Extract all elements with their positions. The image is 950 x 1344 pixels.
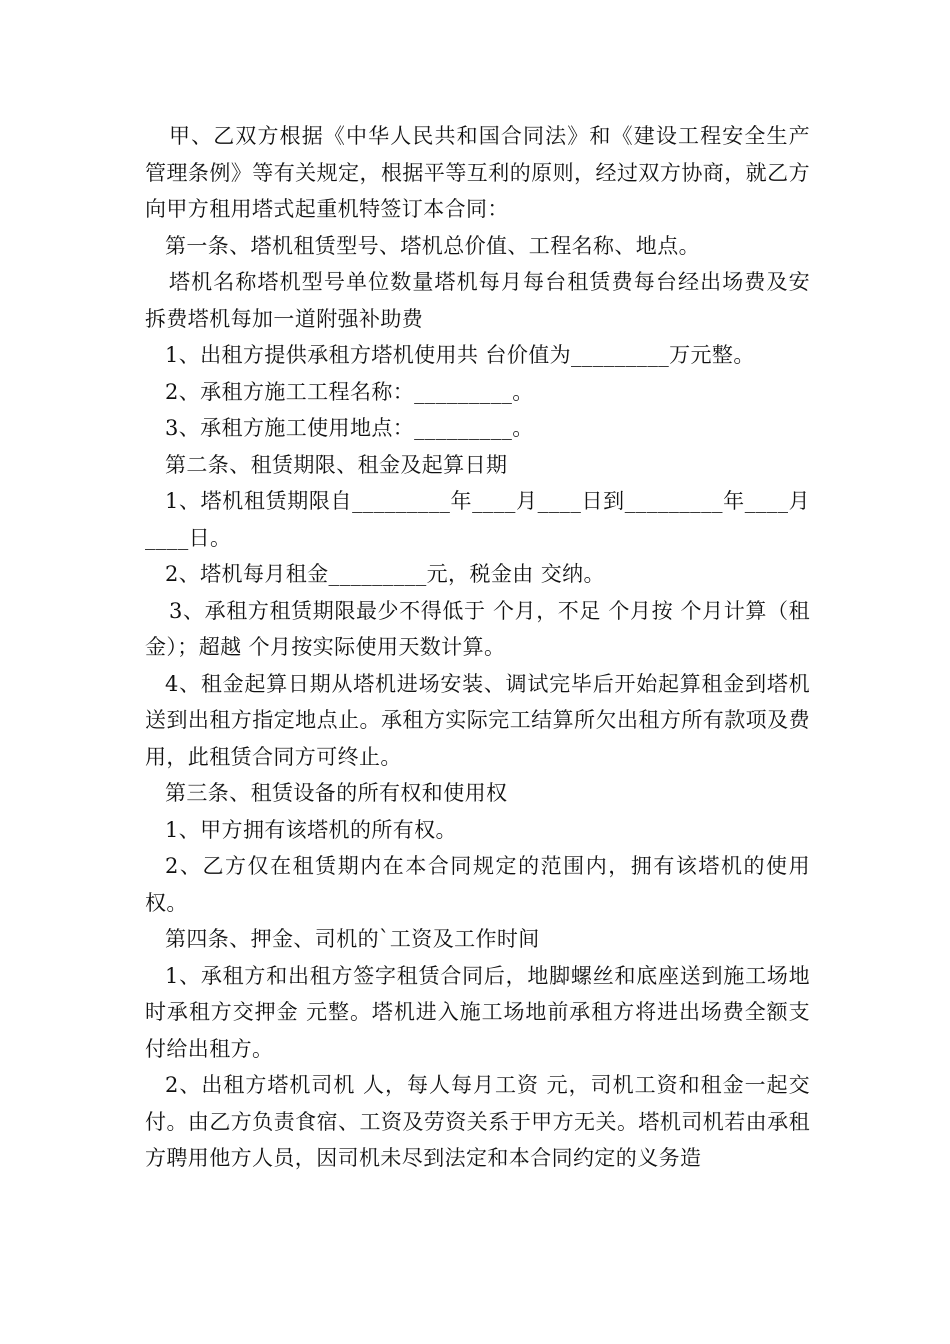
contract-body — [145, 118, 810, 1177]
article-2-clause-3: 3、承租方租赁期限最少不得低于 个月，不足 个月按 个月计算（租金）；超越 个月按实际使用天数计算。 — [145, 598, 810, 659]
article-2-clause-4: 4、租金起算日期从塔机进场安装、调试完毕后开始起算租金到塔机送到出租方指定地点止。承租方实际完工结算所欠出租方所有款项及费用，此租赁合同方可终止。 — [145, 671, 810, 769]
equipment-table-header-text: 塔机名称塔机型号单位数量塔机每月每台租赁费每台经出场费及安拆费塔机每加一道附强补助费 — [145, 270, 810, 331]
article-3-heading: 第三条、租赁设备的所有权和使用权 — [165, 781, 508, 805]
article-4-clause-1: 1、承租方和出租方签字租赁合同后，地脚螺丝和底座送到施工场地时承租方交押金 元整。塔机进入施工场地前承租方将进出场费全额支付给出租方。 — [145, 963, 810, 1061]
article-1-clause-3: 3、承租方施工使用地点：_________。 — [165, 416, 534, 440]
article-4-clause-2: 2、出租方塔机司机 人，每人每月工资 元，司机工资和租金一起交付。由乙方负责食宿、工资及劳资关系于甲方无关。塔机司机若由承租方聘用他方人员，因司机未尽到法定和本合同约定的义务造 — [145, 1073, 810, 1170]
article-1-clause-2: 2、承租方施工工程名称：_________。 — [165, 379, 534, 404]
intro-paragraph: 甲、乙双方根据《中华人民共和国合同法》和《建设工程安全生产管理条例》等有关规定，根据平等互利的原则，经过双方协商，就乙方向甲方租用塔式起重机特签订本合同： — [145, 124, 810, 221]
article-1-heading: 第一条、塔机租赁型号、塔机总价值、工程名称、地点。 — [165, 233, 700, 258]
article-1-clause-1: 1、出租方提供承租方塔机使用共 台价值为_________万元整。 — [165, 343, 755, 367]
article-2-clause-1: 1、塔机租赁期限自_________年____月____日到_________年____月____日。 — [145, 489, 810, 550]
article-3-clause-2: 2、乙方仅在租赁期内在本合同规定的范围内，拥有该塔机的使用权。 — [145, 854, 810, 915]
article-2-heading: 第二条、租赁期限、租金及起算日期 — [165, 452, 508, 477]
article-3-clause-1: 1、甲方拥有该塔机的所有权。 — [165, 817, 457, 842]
article-2-clause-2: 2、塔机每月租金_________元，税金由 交纳。 — [165, 562, 605, 586]
article-4-heading: 第四条、押金、司机的`工资及工作时间 — [165, 927, 540, 951]
